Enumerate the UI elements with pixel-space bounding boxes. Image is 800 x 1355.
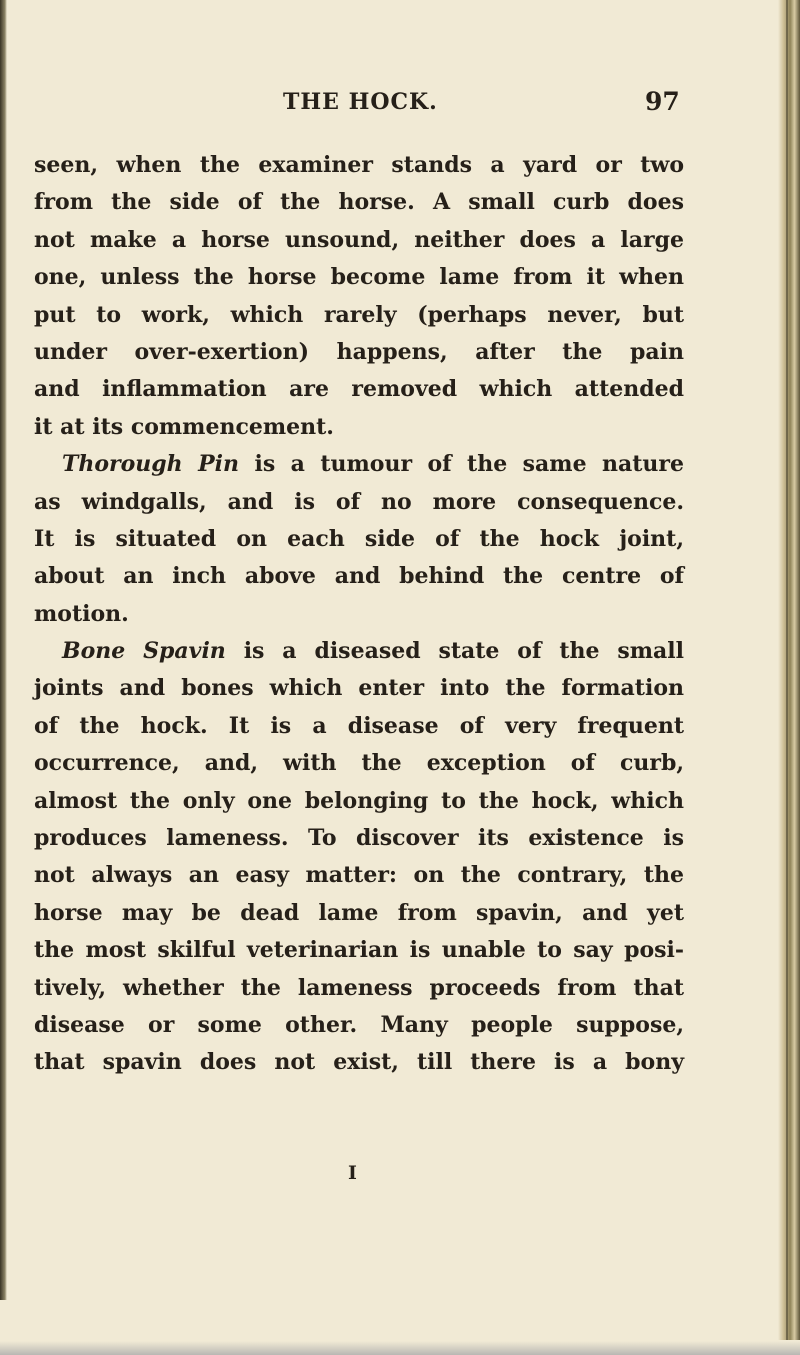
text-line: almost the only one belonging to the hock, which bbox=[34, 787, 684, 814]
text-line: as windgalls, and is of no more consequence. bbox=[34, 488, 684, 515]
running-head bbox=[0, 87, 800, 117]
text-line: it at its commencement. bbox=[34, 413, 334, 440]
page-left-edge bbox=[0, 0, 7, 1300]
text-line: seen, when the examiner stands a yard or two bbox=[34, 152, 684, 178]
text-line: It is situated on each side of the hock joint, bbox=[34, 525, 684, 552]
term-bone-spavin: Bone Spavin bbox=[62, 638, 226, 665]
book-spine-edge bbox=[778, 0, 800, 1340]
page-bottom-shadow bbox=[0, 1341, 800, 1355]
text-line: disease or some other. Many people suppose, bbox=[34, 1011, 684, 1038]
signature-mark: I bbox=[348, 1162, 357, 1184]
text-line: motion. bbox=[34, 600, 129, 627]
paragraph-start-bone-spavin: Bone Spavin is a diseased state of the small bbox=[62, 638, 684, 665]
text-line: from the side of the horse. A small curb does bbox=[34, 189, 684, 216]
text-line: produces lameness. To discover its existence is bbox=[34, 825, 684, 852]
text-line: not make a horse unsound, neither does a large bbox=[34, 226, 684, 253]
text-line: horse may be dead lame from spavin, and yet bbox=[34, 899, 684, 926]
text-line: one, unless the horse become lame from it when bbox=[34, 264, 684, 291]
text-line: under over-exertion) happens, after the pain bbox=[34, 338, 684, 365]
text-line: joints and bones which enter into the formation bbox=[34, 675, 684, 702]
running-head-title: THE HOCK. bbox=[283, 89, 438, 115]
text-line: put to work, which rarely (perhaps never, but bbox=[34, 301, 684, 328]
text-line: the most skilful veterinarian is unable to say posi- bbox=[34, 937, 684, 964]
text-line: tively, whether the lameness proceeds from that bbox=[34, 974, 684, 1001]
text-line: not always an easy matter: on the contrary, the bbox=[34, 862, 684, 889]
spine-fold-line bbox=[786, 0, 788, 1340]
text-line: that spavin does not exist, till there is a bony bbox=[34, 1049, 684, 1076]
text-line: and inflammation are removed which attended bbox=[34, 376, 684, 403]
page-number: 97 bbox=[645, 87, 680, 116]
text-line: of the hock. It is a disease of very frequent bbox=[34, 712, 684, 739]
text-line: occurrence, and, with the exception of curb, bbox=[34, 750, 684, 777]
paragraph-start-thorough-pin: Thorough Pin is a tumour of the same nature bbox=[62, 451, 684, 478]
term-thorough-pin: Thorough Pin bbox=[62, 451, 240, 478]
body-text bbox=[34, 147, 684, 1082]
text-line: about an inch above and behind the centre of bbox=[34, 563, 684, 590]
